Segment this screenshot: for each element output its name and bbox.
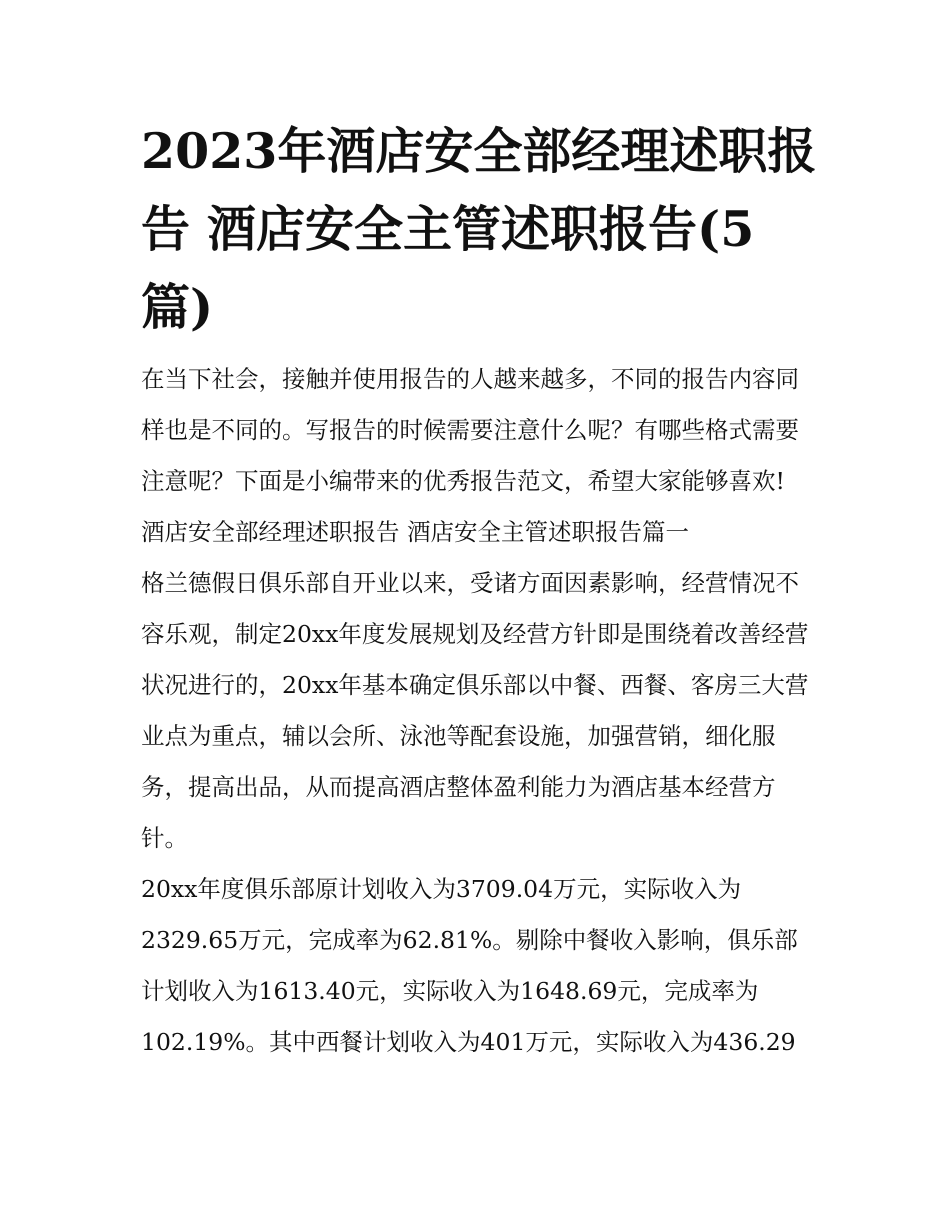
document-body — [141, 354, 821, 1068]
document-title: 2023年酒店安全部经理述职报告 酒店安全主管述职报告(5篇) — [141, 122, 817, 336]
intro-paragraph: 在当下社会，接触并使用报告的人越来越多，不同的报告内容同样也是不同的。写报告的时候需要注意什么呢？有哪些格式需要注意呢？下面是小编带来的优秀报告范文，希望大家能够喜欢! — [141, 365, 799, 495]
section-heading: 酒店安全部经理述职报告 酒店安全主管述职报告篇一 — [141, 518, 689, 546]
body-paragraph: 格兰德假日俱乐部自开业以来，受诸方面因素影响，经营情况不容乐观，制定20xx年度发展规划及经营方针即是围绕着改善经营状况进行的，20xx年基本确定俱乐部以中餐、西餐、客房三大营业点为重点，辅以会所、泳池等配套设施，加强营销，细化服务，提高出品，从而提高酒店整体盈利能力为酒店基本经营方针。 — [141, 569, 809, 852]
body-paragraph: 20xx年度俱乐部原计划收入为3709.04万元，实际收入为2329.65万元，完成率为62.81%。剔除中餐收入影响，俱乐部计划收入为1613.40元，实际收入为1648.69元，完成率为102.19%。其中西餐计划收入为401万元，实际收入为436.29 — [141, 875, 798, 1056]
